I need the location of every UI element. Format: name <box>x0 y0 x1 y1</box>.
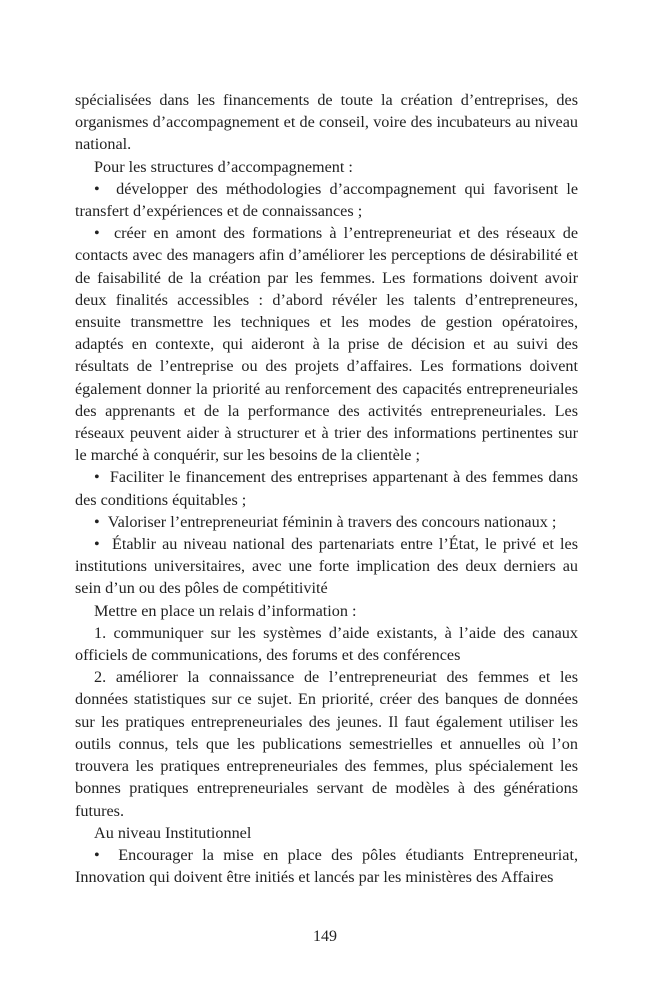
paragraph: Au niveau Institutionnel <box>94 823 252 842</box>
bullet-item: • créer en amont des formations à l’entrepreneuriat et des réseaux de contacts avec des managers afin d’améliorer les perceptions de désirabilité et de faisabilité de la création par les femmes. Les formations doivent avoir deux finalités accessibles : d’abord révéler les talents d’entrepreneures, ensuite transmettre les techniques et les modes de gestion opératoires, adaptés en contexte, qui aideront à la prise de décision et au suivi des résultats de l’entreprise ou des projets d’affaires. Les formations doivent également donner la priorité au renforcement des capacités entrepreneuriales des apprenants et de la performance des activités entrepreneuriales. Les réseaux peuvent aider à structurer et à trier des informations pertinentes sur le marché à conquérir, sur les besoins de la clientèle ; <box>75 222 578 466</box>
page-body <box>75 89 578 888</box>
page-number: 149 <box>313 928 337 945</box>
bullet-item: • Valoriser l’entrepreneuriat féminin à travers des concours nationaux ; <box>75 511 578 533</box>
paragraph: spécialisées dans les financements de toute la création d’entreprises, des organismes d’accompagnement et de conseil, voire des incubateurs au niveau national. <box>75 91 578 154</box>
paragraph: Mettre en place un relais d’information : <box>94 601 357 620</box>
bullet-item: • développer des méthodologies d’accompagnement qui favorisent le transfert d’expériences et de connaissances ; <box>75 178 578 222</box>
numbered-item: 1. communiquer sur les systèmes d’aide existants, à l’aide des canaux officiels de communications, des forums et des conférences <box>75 623 578 665</box>
bullet-item: • Faciliter le financement des entreprises appartenant à des femmes dans des conditions équitables ; <box>75 466 578 510</box>
bullet-item: • Encourager la mise en place des pôles étudiants Entrepreneuriat, Innovation qui doivent être initiés et lancés par les ministères des Affaires <box>75 844 578 888</box>
bullet-item: • Établir au niveau national des partenariats entre l’État, le privé et les institutions universitaires, avec une forte implication des deux derniers au sein d’un ou des pôles de compétitivité <box>75 533 578 600</box>
paragraph: Pour les structures d’accompagnement : <box>94 157 353 176</box>
numbered-item: 2. améliorer la connaissance de l’entrepreneuriat des femmes et les données statistiques sur ce sujet. En priorité, créer des banques de données sur les pratiques entrepreneuriales des jeunes. Il faut également utiliser les outils connus, tels que les publications semestrielles et annuelles où l’on trouvera les pratiques entrepreneuriales des femmes, plus spécialement les bonnes pratiques entrepreneuriales servant de modèles à des générations futures. <box>75 668 578 820</box>
